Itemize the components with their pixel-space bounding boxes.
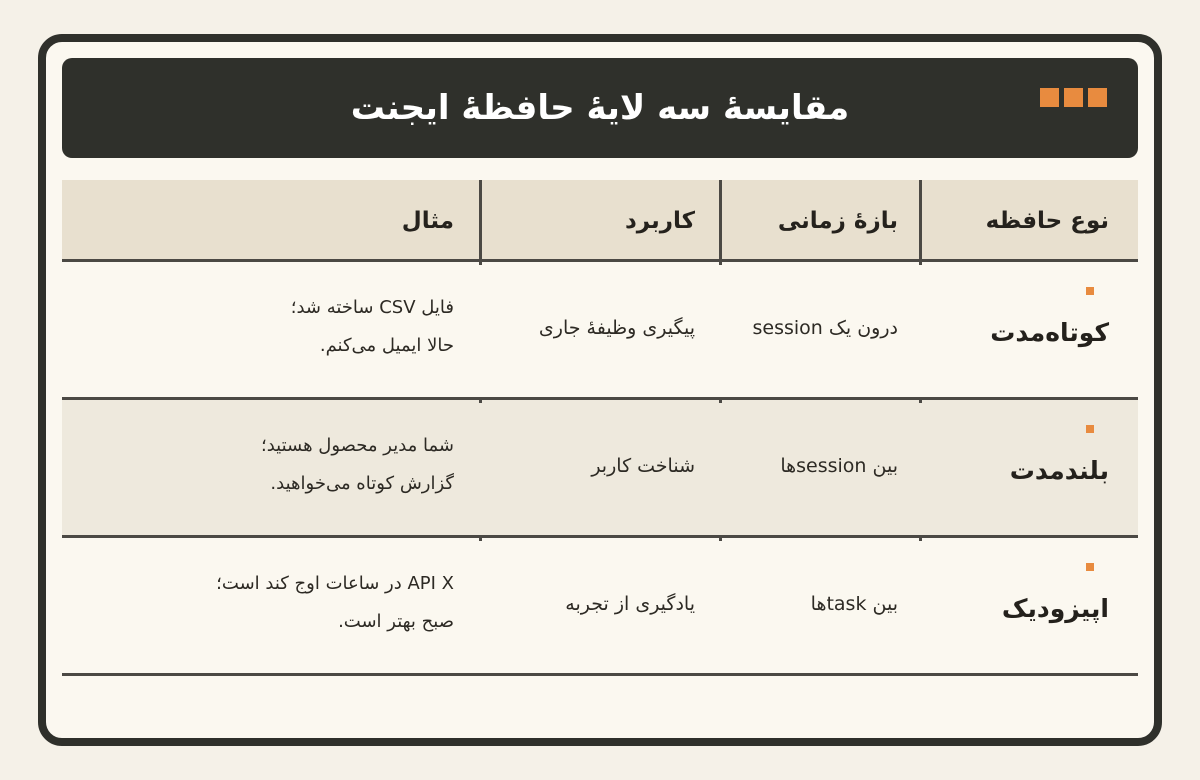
table-row bbox=[62, 538, 1138, 676]
time-range-cell: بین sessionها bbox=[780, 455, 898, 477]
row-divider-tick bbox=[479, 536, 482, 541]
header-example: مثال bbox=[401, 207, 454, 234]
header-memory-type: نوع حافظه bbox=[985, 207, 1109, 234]
memory-type-long-term: بلندمدت bbox=[1009, 456, 1109, 485]
header-time-range: بازهٔ زمانی bbox=[777, 207, 898, 234]
row-divider-tick bbox=[919, 260, 922, 265]
row-divider-tick bbox=[919, 398, 922, 403]
row-divider-tick bbox=[719, 398, 722, 403]
three-squares-icon bbox=[1040, 88, 1107, 107]
table-header-row bbox=[62, 180, 1138, 262]
row-divider-tick bbox=[719, 536, 722, 541]
time-range-cell: درون یک session bbox=[752, 317, 898, 339]
row-divider-tick bbox=[919, 536, 922, 541]
header-use: کاربرد bbox=[625, 207, 695, 234]
time-range-cell: بین taskها bbox=[810, 593, 898, 615]
memory-type-short-term: کوتاه‌مدت bbox=[990, 318, 1109, 347]
orange-square-icon bbox=[1088, 88, 1107, 107]
use-cell: شناخت کاربر bbox=[591, 455, 695, 477]
header-divider bbox=[719, 180, 722, 262]
example-cell bbox=[62, 262, 479, 397]
example-cell bbox=[62, 400, 479, 535]
memory-type-episodic: اپیزودیک bbox=[1001, 594, 1109, 623]
header-divider bbox=[479, 180, 482, 262]
example-line-1: API X در ساعات اوج کند است؛ bbox=[216, 572, 454, 594]
page-title: مقایسهٔ سه لایهٔ حافظهٔ ایجنت bbox=[350, 88, 850, 128]
memory-comparison-table bbox=[62, 180, 1138, 677]
example-line-2: گزارش کوتاه می‌خواهید. bbox=[270, 472, 454, 494]
example-line-1: شما مدیر محصول هستید؛ bbox=[261, 434, 454, 456]
example-line-2: حالا ایمیل می‌کنم. bbox=[319, 334, 454, 356]
use-cell: پیگیری وظیفهٔ جاری bbox=[538, 317, 695, 339]
table-row bbox=[62, 400, 1138, 538]
row-divider-tick bbox=[479, 398, 482, 403]
example-text bbox=[291, 289, 454, 365]
table-row bbox=[62, 262, 1138, 400]
example-text bbox=[261, 427, 454, 503]
orange-square-icon bbox=[1064, 88, 1083, 107]
row-divider-tick bbox=[479, 260, 482, 265]
example-line-2: صبح بهتر است. bbox=[338, 610, 454, 632]
orange-square-icon bbox=[1040, 88, 1059, 107]
title-bar bbox=[62, 58, 1138, 158]
row-divider-tick bbox=[719, 260, 722, 265]
example-cell bbox=[62, 538, 479, 673]
use-cell: یادگیری از تجربه bbox=[565, 593, 695, 615]
example-line-1: فایل CSV ساخته شد؛ bbox=[290, 296, 454, 318]
example-text bbox=[216, 565, 454, 641]
comparison-card bbox=[38, 34, 1162, 746]
header-divider bbox=[919, 180, 922, 262]
